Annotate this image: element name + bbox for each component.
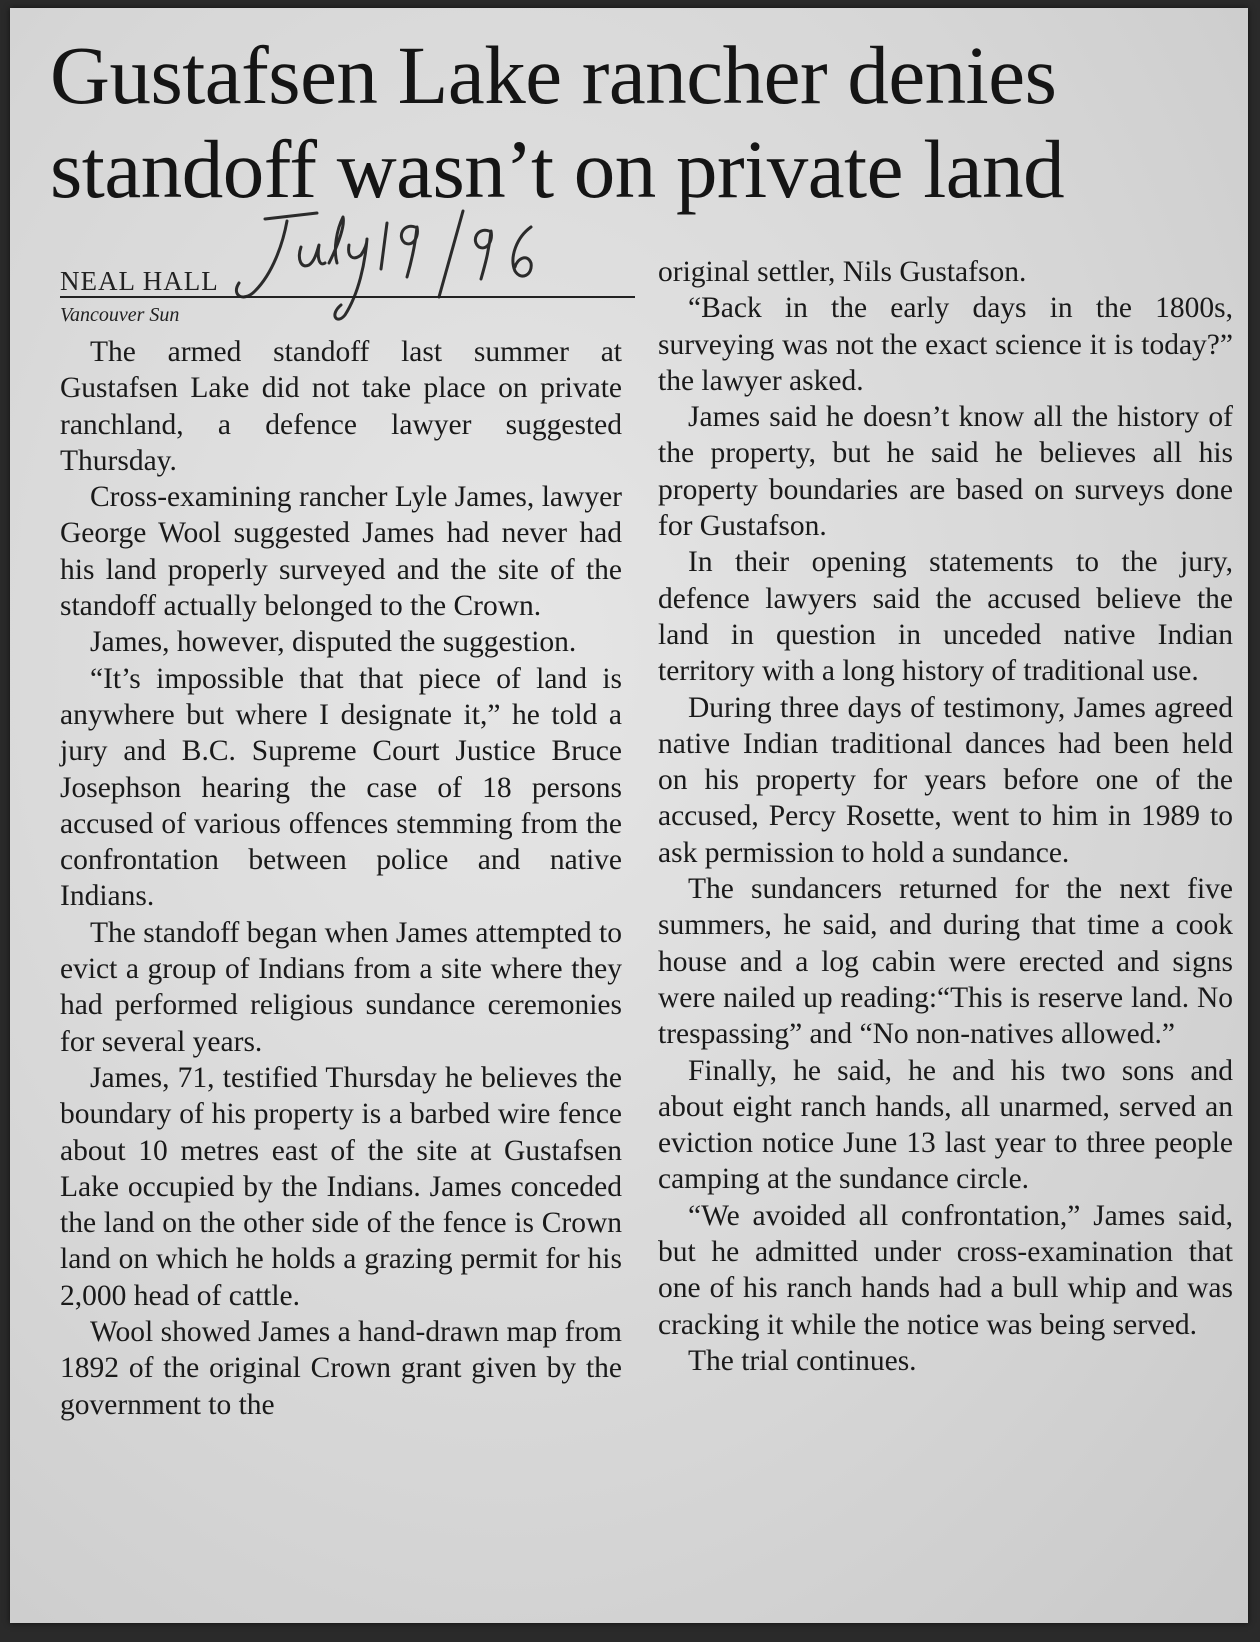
byline <box>60 266 635 298</box>
paragraph: James said he doesn’t know all the history of the property, but he said he believes all his property boundaries are based on surveys done for Gustafson. <box>658 401 1233 543</box>
paragraph: During three days of testimony, James agreed native Indian traditional dances had been held on his property for years before one of the accused, Percy Rosette, went to him in 1989 to ask permission to hold a sundance. <box>658 691 1233 869</box>
headline-line-2: standoff wasn’t on private land <box>50 123 1065 215</box>
newspaper-clipping <box>10 8 1248 1623</box>
paragraph: “It’s impossible that that piece of land is anywhere but where I designate it,” he told a jury and B.C. Supreme Court Justice Bruce Josephson hearing the case of 18 persons accused of various offences stemming from the confrontation between police and native Indians. <box>60 662 622 913</box>
paragraph: Wool showed James a hand-drawn map from 1892 of the original Crown grant given by the government to the <box>60 1316 622 1421</box>
paragraph: James, 71, testified Thursday he believes the boundary of his property is a barbed wire fence about 10 metres east of the site at Gustafsen Lake occupied by the Indians. James conceded the land on the other side of the fence is Crown land on which he holds a grazing permit for his 2,000 head of cattle. <box>60 1061 622 1312</box>
paragraph: Finally, he said, he and his two sons and about eight ranch hands, all unarmed, served an eviction notice June 13 last year to three people camping at the sundance circle. <box>658 1054 1233 1196</box>
paragraph: The standoff began when James attempted to evict a group of Indians from a site where they had performed religious sundance ceremonies for several years. <box>60 916 622 1058</box>
paragraph: The armed standoff last summer at Gustafsen Lake did not take place on private ranchland, a defence lawyer suggested Thursday. <box>60 336 622 477</box>
byline-source: Vancouver Sun <box>60 304 180 326</box>
paragraph: “We avoided all confrontation,” James said, but he admitted under cross-examination that one of his ranch hands had a bull whip and was cracking it while the notice was being served. <box>658 1199 1233 1341</box>
paragraph: The sundancers returned for the next five summers, he said, and during that time a cook house and a log cabin were erected and signs were nailed up reading:“This is reserve land. No trespassing” and “No non-natives allowed.” <box>658 873 1233 1051</box>
article-column-right <box>658 254 1233 1379</box>
paragraph: Cross-examining rancher Lyle James, lawyer George Wool suggested James had never had his land properly surveyed and the site of the standoff actually belonged to the Crown. <box>60 481 622 623</box>
paragraph-continued: original settler, Nils Gustafson. <box>658 256 1027 288</box>
headline <box>50 28 1230 216</box>
paragraph: James, however, disputed the suggestion. <box>90 626 577 659</box>
headline-line-1: Gustafsen Lake rancher denies <box>50 29 1057 121</box>
paragraph: The trial continues. <box>688 1344 917 1377</box>
article-column-left <box>60 334 622 1423</box>
paragraph: “Back in the early days in the 1800s, surveying was not the exact science it is today?” the lawyer asked. <box>658 292 1233 397</box>
byline-author: NEAL HALL <box>60 266 219 296</box>
paragraph: In their opening statements to the jury, defence lawyers said the accused believe the land in question in unceded native Indian territory with a long history of traditional use. <box>658 546 1233 688</box>
